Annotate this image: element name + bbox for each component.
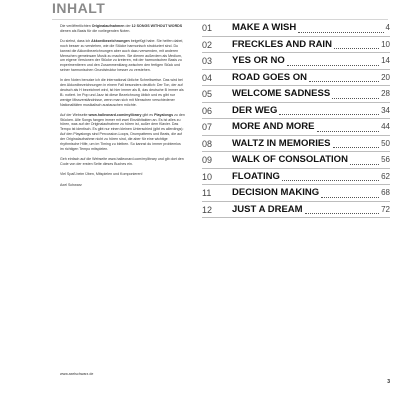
- toc-leader-dots: [317, 130, 379, 132]
- intro-paragraph-2: Du siehst, dass ich Akkordbezeichnungen beigefügt habe. Sie helfen dabei, noch besser zu verstehen, wie die Stücke harmonisch strukturiert sind. Du kannst die Akkordbezeichnungen aber auch dazu verwenden, mit anderen Menschen gemeinsam Musik zu machen. Sie dienen außerdem als Medium, um eigene Versionen der Stücke zu kreieren, mit der harmonischen Basis zu experimentieren und den Zusammenklang zwischen den fertigen Stück und seiner harmonischen Grundstruktur besser zu verstehen.: [60, 38, 184, 73]
- toc-page: 50: [381, 138, 390, 148]
- toc-number: 08: [202, 138, 213, 149]
- toc-row: [202, 103, 390, 120]
- toc-title: JUST A DREAM: [232, 203, 303, 215]
- toc-title: FRECKLES AND RAIN: [232, 38, 332, 50]
- toc-number: 11: [202, 188, 212, 198]
- toc-title: FLOATING: [232, 170, 280, 182]
- toc-leader-dots: [321, 196, 379, 198]
- toc-leader-dots: [334, 47, 379, 49]
- toc-number: 05: [202, 89, 213, 99]
- toc-page: 20: [381, 72, 390, 82]
- toc-row: [202, 70, 390, 87]
- toc-leader-dots: [279, 113, 379, 115]
- toc-page: 68: [381, 188, 390, 197]
- toc-row: [202, 136, 390, 153]
- toc-page: 28: [381, 89, 390, 98]
- toc-title: DECISION MAKING: [232, 187, 320, 198]
- toc-number: 06: [202, 105, 213, 116]
- toc-title: WELCOME SADNESS: [232, 88, 331, 99]
- toc-leader-dots: [305, 212, 379, 214]
- toc-number: 10: [202, 171, 213, 182]
- toc-page: 14: [381, 56, 390, 65]
- toc-row: [202, 20, 390, 37]
- toc-page: 34: [381, 105, 390, 115]
- toc-page: 10: [381, 39, 390, 49]
- toc-title: DER WEG: [232, 104, 278, 116]
- footer-url: www.axelschwarz.de: [60, 372, 94, 376]
- toc-number: 03: [202, 56, 213, 66]
- toc-number: 12: [202, 204, 213, 215]
- toc-title: WALK OF CONSOLATION: [232, 154, 348, 165]
- intro-text: [60, 24, 185, 192]
- intro-paragraph-1: Die veröffentlichten Originalaufnahmen der 12 SONGS WITHOUT WORDS dienen als Basis für die vorliegenden Noten.: [60, 24, 183, 33]
- toc-page: 72: [381, 204, 390, 214]
- table-of-contents: [202, 20, 390, 218]
- toc-number: 01: [202, 23, 213, 33]
- toc-row: [202, 53, 390, 70]
- toc-row: [202, 202, 390, 219]
- toc-leader-dots: [350, 163, 379, 165]
- toc-title: ROAD GOES ON: [232, 71, 307, 83]
- toc-number: 07: [202, 122, 213, 132]
- toc-page: 56: [381, 155, 390, 164]
- toc-title: MORE AND MORE: [232, 121, 315, 132]
- toc-title: WALTZ IN MEMORIES: [232, 137, 331, 149]
- toc-leader-dots: [282, 179, 379, 181]
- intro-paragraph-6: Viel Spaß beim Üben, Mitspielen und Komponieren!: [60, 171, 143, 176]
- toc-row: [202, 169, 390, 186]
- toc-leader-dots: [309, 80, 379, 82]
- toc-number: 09: [202, 155, 213, 165]
- toc-page: 62: [381, 171, 390, 181]
- toc-row: [202, 86, 390, 103]
- toc-leader-dots: [298, 31, 384, 33]
- page-title: INHALT: [52, 0, 106, 16]
- toc-page: 44: [381, 122, 390, 131]
- signature: Axel Schwarz: [60, 182, 82, 187]
- toc-number: 04: [202, 72, 213, 83]
- toc-leader-dots: [333, 146, 379, 148]
- intro-paragraph-3: In den Noten benutze ich die international übliche Schreibweise. Das wird bei den Akkordbezeichnungen in einem Fall besonders deutlich: Der Ton, der auf deutsch als H bezeichnet wird, ist hier immer als B, das deutsche B immer als B♭ notiert. Im Pop und Jazz ist diese Bezeichnung üblich und es gibt nur wenige Missverständnisse, wenn man sich mit Menschen verschiedener Nationalitäten musikalisch austauschen möchte.: [60, 78, 184, 107]
- toc-leader-dots: [287, 64, 379, 66]
- toc-row: [202, 119, 390, 136]
- toc-row: [202, 152, 390, 169]
- page-number: 3: [387, 379, 390, 385]
- toc-row: [202, 37, 390, 54]
- intro-paragraph-4: Auf der Webseite www.halleonard.com/mylibrary gibt es Playalongs zu den Stücken. Alle Songs fangen immer mit zwei Einzähltakten an. Es ist alles zu hören, was auf der Originalaufnahme zu hören ist, außer dem Klavier. Das Tempo ist identisch. Es gibt nur einen kleinen Unterschied (gibt es allerdings): Auf den Playalongs sind Percussion-Loops, Drumpatterns und Beats, die auf der Originalaufnahme nicht zu hören sind, die aber für eine wichtige rhythmische Hilfe, um im Timing zu bleiben. So kannst du immer problemlos im richtigen Tempo mitspielen.: [60, 112, 185, 151]
- toc-title: YES OR NO: [232, 55, 285, 66]
- toc-page: 4: [385, 23, 390, 32]
- toc-row: [202, 185, 390, 202]
- toc-number: 02: [202, 39, 213, 50]
- intro-paragraph-5: Geh einfach auf die Webseite www.halleonard.com/mylibrary und gib dort den Code von der ersten Seite dieses Buches ein.: [60, 156, 184, 166]
- toc-leader-dots: [332, 97, 379, 99]
- toc-title: MAKE A WISH: [232, 22, 297, 33]
